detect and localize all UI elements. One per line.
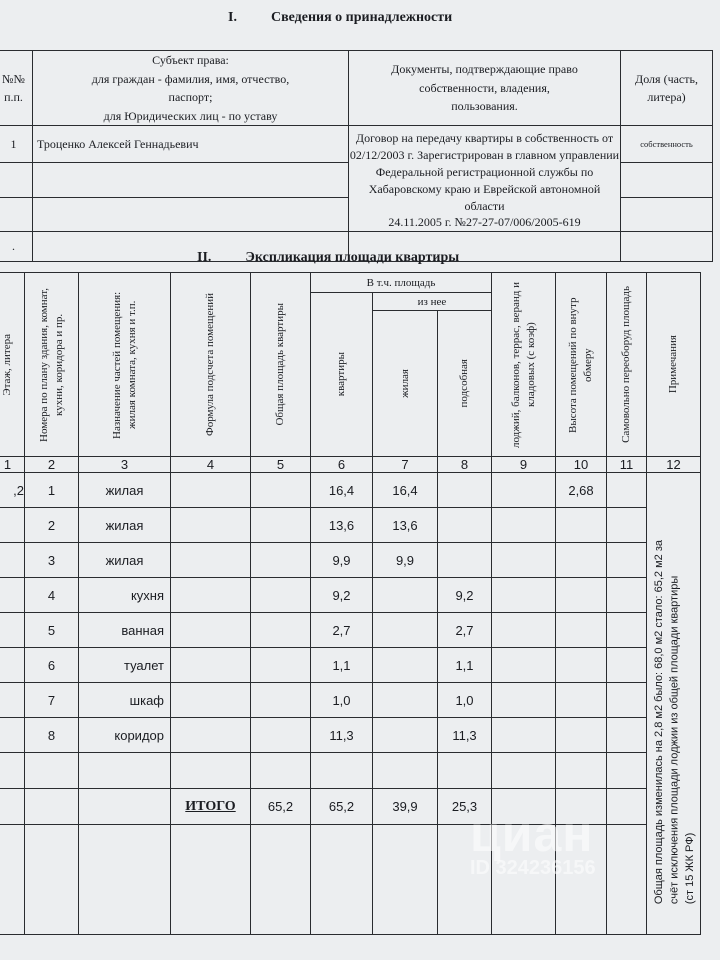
column-number: 9 bbox=[492, 457, 556, 473]
room-purpose: жилая bbox=[79, 508, 171, 543]
living-area bbox=[373, 718, 438, 753]
room-height bbox=[556, 508, 607, 543]
column-number: 3 bbox=[79, 457, 171, 473]
room-purpose: шкаф bbox=[79, 683, 171, 718]
total-label: ИТОГО bbox=[171, 789, 251, 825]
ownership-row bbox=[0, 126, 713, 163]
section1-number: I. bbox=[228, 10, 237, 25]
floor-cell: ,2 bbox=[0, 473, 25, 508]
column-number: 7 bbox=[373, 457, 438, 473]
header-auxiliary: подсобная bbox=[458, 359, 471, 408]
column-number: 10 bbox=[556, 457, 607, 473]
column-number: 11 bbox=[607, 457, 647, 473]
total-apartment: 65,2 bbox=[311, 789, 373, 825]
room-number: 8 bbox=[25, 718, 79, 753]
table-row bbox=[0, 473, 701, 508]
section2-title bbox=[197, 250, 459, 266]
living-area: 13,6 bbox=[373, 508, 438, 543]
header-group: В т.ч. площадь bbox=[311, 273, 492, 293]
room-height bbox=[556, 648, 607, 683]
room-height bbox=[556, 543, 607, 578]
room-purpose: коридор bbox=[79, 718, 171, 753]
area-change-note bbox=[652, 495, 698, 950]
column-number: 2 bbox=[25, 457, 79, 473]
note-line: Общая площадь изменилась на 2,8 м2 было: 68,0 м2 стало: 65,2 м2 за bbox=[652, 540, 665, 905]
room-number: 2 bbox=[25, 508, 79, 543]
auxiliary-area: 1,0 bbox=[438, 683, 492, 718]
watermark-logo-text: циан bbox=[470, 806, 594, 862]
header-unauthorized: Самовольно переоборуд площадь bbox=[620, 286, 633, 443]
watermark-id: ID 324236156 bbox=[470, 857, 596, 879]
header-living: жилая bbox=[398, 369, 411, 398]
table-row bbox=[0, 683, 701, 718]
owner-share: собственность bbox=[621, 126, 713, 163]
header-subject: Субъект права: для граждан - фамилия, имя, отчество, паспорт; для Юридических лиц - по уставу bbox=[33, 51, 349, 126]
room-height bbox=[556, 613, 607, 648]
ownership-header-row bbox=[0, 51, 713, 126]
room-number: 5 bbox=[25, 613, 79, 648]
column-number: 4 bbox=[171, 457, 251, 473]
column-number: 1 bbox=[0, 457, 25, 473]
owner-name: Троценко Алексей Геннадьевич bbox=[33, 126, 349, 163]
trailing-mark: . bbox=[0, 232, 33, 262]
apartment-area: 16,4 bbox=[311, 473, 373, 508]
section1-title bbox=[228, 10, 452, 26]
table-row-empty bbox=[0, 753, 701, 789]
total-row bbox=[0, 789, 701, 825]
room-height bbox=[556, 683, 607, 718]
ownership-table bbox=[0, 50, 713, 262]
header-loggias: лоджий, балконов, террас, веранд и кладовых (с коэф) bbox=[509, 281, 537, 448]
apartment-area: 1,0 bbox=[311, 683, 373, 718]
column-number: 6 bbox=[311, 457, 373, 473]
header-height: Высота помещений по внутр обмеру bbox=[567, 296, 594, 433]
column-number: 12 bbox=[647, 457, 701, 473]
header-formula: Формула подсчета помещений bbox=[204, 293, 217, 436]
living-area: 9,9 bbox=[373, 543, 438, 578]
header-room-number: Номера по плану здания, комнат, кухни, коридора и пр. bbox=[37, 287, 65, 442]
room-number: 3 bbox=[25, 543, 79, 578]
area-explication-table bbox=[0, 272, 701, 935]
header-floor: Этаж, литера bbox=[1, 333, 14, 396]
living-area: 16,4 bbox=[373, 473, 438, 508]
header-apartment: квартиры bbox=[335, 352, 348, 397]
room-height: 2,68 bbox=[556, 473, 607, 508]
table-row bbox=[0, 578, 701, 613]
living-area bbox=[373, 648, 438, 683]
apartment-area: 1,1 bbox=[311, 648, 373, 683]
owner-num: 1 bbox=[0, 126, 33, 163]
total-area: 65,2 bbox=[251, 789, 311, 825]
header-row-1 bbox=[0, 273, 701, 293]
section2-title-text: Экспликация площади квартиры bbox=[245, 250, 460, 265]
apartment-area: 9,9 bbox=[311, 543, 373, 578]
room-height bbox=[556, 578, 607, 613]
room-purpose: жилая bbox=[79, 473, 171, 508]
total-auxiliary: 25,3 bbox=[438, 789, 492, 825]
living-area bbox=[373, 613, 438, 648]
header-documents: Документы, подтверждающие право собственности, владения, пользования. bbox=[349, 51, 621, 126]
room-purpose: кухня bbox=[79, 578, 171, 613]
auxiliary-area: 11,3 bbox=[438, 718, 492, 753]
room-height bbox=[556, 718, 607, 753]
apartment-area: 9,2 bbox=[311, 578, 373, 613]
column-number-row bbox=[0, 457, 701, 473]
room-purpose: ванная bbox=[79, 613, 171, 648]
owner-documents: Договор на передачу квартиры в собственность от 02/12/2003 г. Зарегистрирован в главном управлении Федеральной регистрационной службы по Хабаровскому краю и Еврейской автономной области 24.11.2005 г. №27-27-07/006/2005-619 bbox=[349, 126, 621, 232]
auxiliary-area bbox=[438, 473, 492, 508]
column-number: 5 bbox=[251, 457, 311, 473]
living-area bbox=[373, 683, 438, 718]
auxiliary-area bbox=[438, 508, 492, 543]
table-row bbox=[0, 648, 701, 683]
header-total-area: Общая площадь квартиры bbox=[274, 303, 287, 426]
auxiliary-area: 2,7 bbox=[438, 613, 492, 648]
header-notes: Примечания bbox=[667, 335, 680, 394]
table-row bbox=[0, 543, 701, 578]
apartment-area: 2,7 bbox=[311, 613, 373, 648]
header-purpose: Назначение частей помещения: жилая комната, кухня и т.п. bbox=[110, 290, 138, 439]
note-line: (ст 15 ЖК РФ) bbox=[683, 833, 696, 905]
header-share: Доля (часть, литера) bbox=[621, 51, 713, 126]
apartment-area: 11,3 bbox=[311, 718, 373, 753]
section1-title-text: Сведения о принадлежности bbox=[270, 10, 453, 25]
table-row-empty bbox=[0, 825, 701, 935]
room-purpose: жилая bbox=[79, 543, 171, 578]
table-row bbox=[0, 718, 701, 753]
room-purpose: туалет bbox=[79, 648, 171, 683]
room-number: 6 bbox=[25, 648, 79, 683]
section2-number: II. bbox=[197, 250, 212, 265]
auxiliary-area: 1,1 bbox=[438, 648, 492, 683]
table-row bbox=[0, 613, 701, 648]
table-row bbox=[0, 508, 701, 543]
total-living: 39,9 bbox=[373, 789, 438, 825]
room-number: 7 bbox=[25, 683, 79, 718]
header-subgroup: из нее bbox=[373, 293, 492, 311]
room-number: 4 bbox=[25, 578, 79, 613]
column-number: 8 bbox=[438, 457, 492, 473]
apartment-area: 13,6 bbox=[311, 508, 373, 543]
auxiliary-area: 9,2 bbox=[438, 578, 492, 613]
room-number: 1 bbox=[25, 473, 79, 508]
auxiliary-area bbox=[438, 543, 492, 578]
living-area bbox=[373, 578, 438, 613]
header-num: №№ п.п. bbox=[0, 51, 33, 126]
note-line: счёт исключения площади лоджии из общей площади квартиры bbox=[668, 576, 681, 905]
